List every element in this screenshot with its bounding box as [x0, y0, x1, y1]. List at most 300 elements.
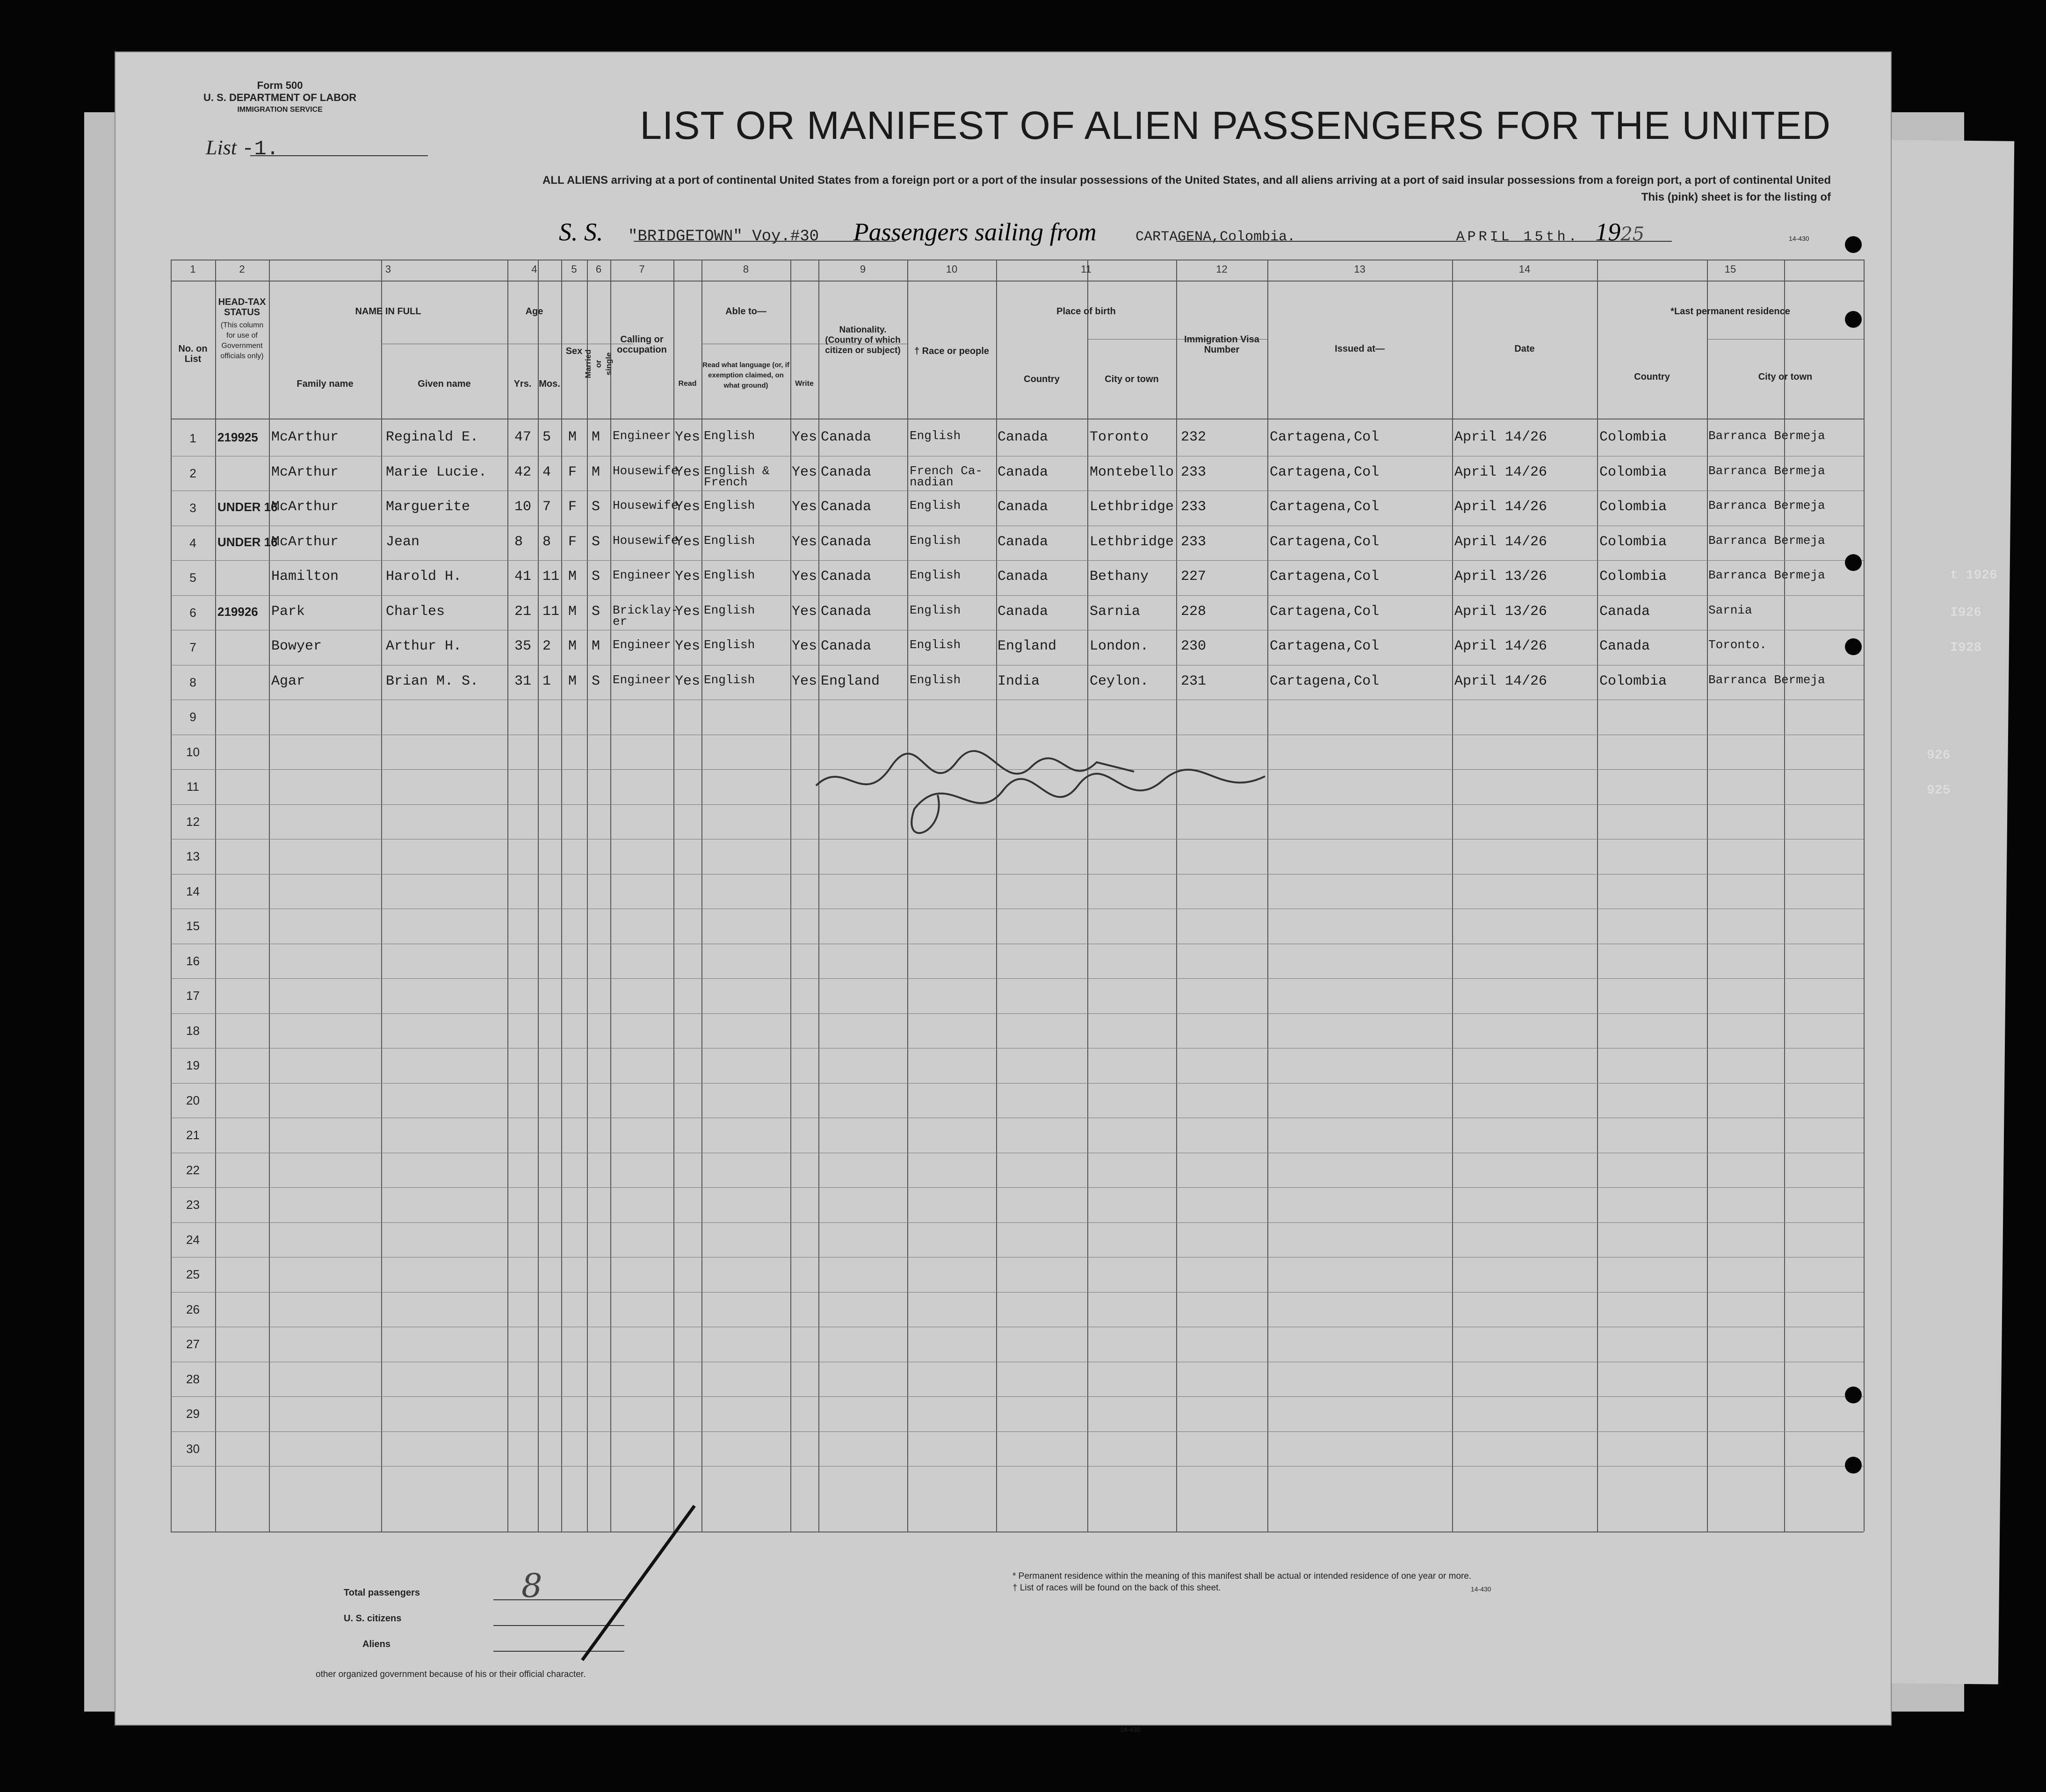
issued-at-cell: Cartagena,Col	[1270, 429, 1380, 445]
residence-country-cell: Canada	[1599, 638, 1650, 654]
header-residence-country: Country	[1634, 372, 1670, 382]
read-language-cell: English & French	[704, 463, 770, 489]
officer-signature	[807, 730, 1415, 889]
occupation-cell: Engineer	[613, 429, 671, 443]
race-cell: English	[910, 429, 961, 443]
grid-line	[1087, 260, 1088, 1532]
punch-hole	[1845, 311, 1862, 328]
age-years-cell: 8	[514, 534, 523, 550]
row-number: 3	[189, 501, 196, 515]
sailing-label: Passengers sailing from	[853, 218, 1097, 246]
nationality-cell: Canada	[821, 638, 872, 654]
footnote-residence: * Permanent residence within the meaning of this manifest shall be actual or intended residence of one year or more.	[1012, 1571, 1472, 1581]
birth-city-cell: Lethbridge	[1090, 534, 1174, 550]
column-number: 6	[595, 263, 602, 275]
family-name-cell: McArthur	[271, 464, 339, 480]
row-number: 13	[186, 849, 200, 863]
can-read-cell: Yes	[675, 673, 701, 689]
age-years-cell: 42	[514, 464, 532, 480]
read-language-cell: English	[704, 533, 755, 548]
can-read-cell: Yes	[675, 638, 701, 654]
row-number: 22	[186, 1163, 200, 1177]
race-cell: English	[910, 672, 961, 687]
residence-city-cell: Toronto.	[1708, 638, 1767, 652]
grid-line	[907, 260, 908, 1532]
header-place-of-birth: Place of birth	[1056, 306, 1116, 317]
list-label: List -1.	[206, 136, 279, 161]
residence-country-cell: Colombia	[1599, 464, 1667, 480]
row-number: 26	[186, 1302, 200, 1316]
race-cell: English	[910, 638, 961, 652]
sex-cell: M	[568, 603, 577, 620]
issue-date-cell: April 14/26	[1454, 464, 1547, 480]
issued-at-cell: Cartagena,Col	[1270, 534, 1380, 550]
row-line	[171, 1222, 1864, 1223]
row-line	[171, 1396, 1864, 1397]
given-name-cell: Charles	[386, 603, 445, 620]
header-calling: Calling or occupation	[617, 334, 667, 355]
can-read-cell: Yes	[675, 429, 701, 445]
grid-line	[1864, 260, 1865, 1532]
read-language-cell: English	[704, 499, 755, 513]
visa-number-cell: 233	[1181, 499, 1207, 515]
grid-line	[1176, 260, 1177, 1532]
date-underline	[1494, 241, 1672, 242]
grid-line	[610, 260, 611, 1532]
issue-date-cell: April 14/26	[1454, 534, 1547, 550]
row-number: 25	[186, 1267, 200, 1281]
marital-status-cell: S	[592, 673, 600, 689]
race-cell: English	[910, 603, 961, 617]
row-number: 5	[189, 571, 196, 585]
instructions-line-2: This (pink) sheet is for the listing of	[1641, 191, 1831, 203]
page-title: LIST OR MANIFEST OF ALIEN PASSENGERS FOR THE UNITED	[640, 103, 1831, 147]
age-months-cell: 11	[542, 603, 560, 620]
marital-status-cell: M	[592, 429, 600, 445]
birth-city-cell: Ceylon.	[1090, 673, 1149, 689]
row-number: 11	[187, 780, 199, 794]
race-cell: English	[910, 568, 961, 582]
header-head-tax-note: (This column for use of Government officials only)	[220, 321, 264, 360]
family-name-cell: McArthur	[271, 534, 339, 550]
row-line	[171, 1466, 1864, 1467]
birth-country-cell: Canada	[998, 429, 1048, 445]
punch-hole	[1845, 554, 1862, 571]
issued-at-cell: Cartagena,Col	[1270, 499, 1380, 515]
row-number: 27	[186, 1337, 200, 1351]
can-read-cell: Yes	[675, 534, 701, 550]
age-months-cell: 2	[542, 638, 551, 654]
header-nationality: Nationality. (Country of which citizen or subject)	[825, 325, 901, 355]
grid-line	[215, 260, 216, 1532]
given-name-cell: Harold H.	[386, 569, 462, 585]
family-name-cell: McArthur	[271, 429, 339, 445]
header-visa-number: Immigration Visa Number	[1184, 334, 1259, 355]
issue-date-cell: April 14/26	[1454, 673, 1547, 689]
age-years-cell: 41	[514, 569, 532, 585]
occupation-cell: Engineer	[613, 672, 671, 687]
given-name-cell: Brian M. S.	[386, 673, 479, 689]
grid-line	[1784, 260, 1785, 1532]
row-number: 28	[186, 1372, 200, 1386]
sex-cell: M	[568, 429, 577, 445]
row-line	[171, 1292, 1864, 1293]
service: IMMIGRATION SERVICE	[237, 106, 323, 114]
total-passengers-value: 8	[521, 1567, 542, 1605]
slash-mark	[564, 1501, 704, 1669]
head-tax-status-cell: UNDER 16	[217, 535, 278, 549]
birth-country-cell: England	[998, 638, 1057, 654]
column-number: 4	[531, 263, 537, 275]
residence-country-cell: Colombia	[1599, 499, 1667, 515]
can-write-cell: Yes	[792, 429, 817, 445]
marital-status-cell: S	[592, 569, 600, 585]
side-mark: I926	[1950, 606, 1982, 620]
birth-city-cell: Bethany	[1090, 569, 1149, 585]
residence-city-cell: Sarnia	[1708, 603, 1752, 617]
race-cell: English	[910, 533, 961, 548]
column-number: 14	[1518, 263, 1531, 275]
header-head-tax: HEAD-TAX STATUS	[218, 297, 266, 318]
read-language-cell: English	[704, 603, 755, 617]
header-age: Age	[525, 306, 543, 317]
can-write-cell: Yes	[792, 534, 817, 550]
row-number: 29	[186, 1407, 200, 1421]
row-number: 7	[189, 640, 196, 654]
nationality-cell: Canada	[821, 429, 872, 445]
age-months-cell: 7	[542, 499, 551, 515]
race-cell: French Ca-nadian	[910, 463, 983, 489]
grid-line	[701, 260, 702, 1532]
issue-date-cell: April 14/26	[1454, 499, 1547, 515]
footnote-races: † List of races will be found on the back of this sheet.	[1012, 1583, 1221, 1593]
total-passengers-label: Total passengers	[344, 1588, 420, 1598]
visa-number-cell: 228	[1181, 603, 1207, 620]
column-number: 2	[239, 263, 245, 275]
header-birth-country: Country	[1024, 374, 1060, 384]
port-underline	[1176, 241, 1466, 242]
nationality-cell: Canada	[821, 534, 872, 550]
residence-country-cell: Canada	[1599, 603, 1650, 620]
row-number: 4	[189, 535, 196, 550]
issued-at-cell: Cartagena,Col	[1270, 603, 1380, 620]
row-number: 16	[186, 954, 200, 968]
occupation-cell: Housewife	[613, 499, 679, 513]
residence-country-cell: Colombia	[1599, 673, 1667, 689]
grid-line	[507, 260, 508, 1532]
header-sex: Sex	[565, 346, 583, 356]
read-language-cell: English	[704, 568, 755, 582]
voyage-line	[559, 217, 1644, 246]
header-date: Date	[1514, 344, 1535, 354]
header-issued-at: Issued at—	[1335, 344, 1385, 354]
sex-cell: F	[568, 499, 577, 515]
row-number: 2	[189, 466, 196, 480]
occupation-cell: Engineer	[613, 568, 671, 582]
visa-number-cell: 227	[1181, 569, 1207, 585]
grid-line	[381, 260, 382, 1532]
residence-country-cell: Colombia	[1599, 569, 1667, 585]
ship-name: "BRIDGETOWN" Voy.#30	[628, 228, 819, 246]
nationality-cell: Canada	[821, 569, 872, 585]
given-name-cell: Jean	[386, 534, 420, 550]
ship-underline	[634, 241, 896, 242]
sex-cell: F	[568, 534, 577, 550]
row-number: 19	[186, 1058, 200, 1072]
birth-country-cell: Canada	[998, 534, 1048, 550]
marital-status-cell: S	[592, 603, 600, 620]
visa-number-cell: 231	[1181, 673, 1207, 689]
sex-cell: M	[568, 673, 577, 689]
read-language-cell: English	[704, 429, 755, 443]
residence-city-cell: Barranca Bermeja	[1708, 429, 1825, 443]
read-language-cell: English	[704, 672, 755, 687]
row-number: 14	[186, 884, 200, 898]
given-name-cell: Arthur H.	[386, 638, 462, 654]
issue-date-cell: April 14/26	[1454, 429, 1547, 445]
age-years-cell: 31	[514, 673, 532, 689]
column-number: 9	[860, 263, 866, 275]
header-yrs: Yrs.	[513, 379, 532, 389]
issue-date-cell: April 13/26	[1454, 569, 1547, 585]
read-language-cell: English	[704, 638, 755, 652]
issued-at-cell: Cartagena,Col	[1270, 673, 1380, 689]
row-number: 8	[189, 675, 196, 689]
grid-line	[1707, 260, 1708, 1532]
grid-line	[790, 260, 791, 1532]
can-write-cell: Yes	[792, 569, 817, 585]
issued-at-cell: Cartagena,Col	[1270, 464, 1380, 480]
marital-status-cell: S	[592, 534, 600, 550]
row-number: 1	[189, 431, 196, 445]
row-line	[171, 1187, 1864, 1188]
form-number: Form 500	[257, 79, 303, 91]
residence-city-cell: Barranca Bermeja	[1708, 672, 1825, 687]
given-name-cell: Reginald E.	[386, 429, 479, 445]
manifest-table	[171, 260, 1864, 1532]
residence-city-cell: Barranca Bermeja	[1708, 568, 1825, 582]
header-no-on-list: No. on List	[178, 344, 208, 364]
family-name-cell: Agar	[271, 673, 305, 689]
punch-hole	[1845, 1387, 1862, 1403]
nationality-cell: Canada	[821, 499, 872, 515]
column-number: 8	[743, 263, 749, 275]
year-suffix: 25	[1620, 224, 1645, 245]
header-race: † Race or people	[914, 346, 990, 356]
age-years-cell: 47	[514, 429, 532, 445]
occupation-cell: Housewife	[613, 463, 679, 478]
row-number: 30	[186, 1441, 200, 1456]
birth-country-cell: Canada	[998, 569, 1048, 585]
residence-country-cell: Colombia	[1599, 534, 1667, 550]
can-write-cell: Yes	[792, 638, 817, 654]
grid-line	[561, 260, 562, 1532]
grid-line	[587, 260, 588, 1532]
header-read-language: Read what language (or, if exemption claimed, on what ground)	[702, 361, 789, 390]
row-line	[171, 560, 1864, 561]
family-name-cell: Park	[271, 603, 305, 620]
header-married-single: Married or single	[584, 349, 613, 378]
grid-line	[171, 281, 1864, 282]
row-number: 18	[186, 1023, 200, 1038]
birth-city-cell: Lethbridge	[1090, 499, 1174, 515]
column-number: 7	[639, 263, 645, 275]
can-read-cell: Yes	[675, 569, 701, 585]
marital-status-cell: M	[592, 638, 600, 654]
row-line	[171, 1013, 1864, 1014]
age-years-cell: 10	[514, 499, 532, 515]
row-number: 20	[186, 1093, 200, 1107]
row-number: 6	[189, 605, 196, 620]
row-number: 10	[186, 744, 200, 759]
manifest-sheet	[115, 51, 1892, 1733]
birth-city-cell: Toronto	[1090, 429, 1149, 445]
aliens-label: Aliens	[362, 1639, 391, 1649]
row-line	[171, 1431, 1864, 1432]
port: CARTAGENA,Colombia.	[1135, 229, 1296, 245]
header-birth-city: City or town	[1105, 374, 1159, 384]
row-number: 12	[186, 814, 200, 829]
nationality-cell: England	[821, 673, 880, 689]
sex-cell: M	[568, 638, 577, 654]
row-number: 21	[186, 1128, 200, 1142]
nationality-cell: Canada	[821, 603, 872, 620]
punch-hole	[1845, 638, 1862, 655]
row-line	[171, 595, 1864, 596]
column-number: 1	[190, 263, 196, 275]
grid-line	[1267, 260, 1268, 1532]
header-last-residence: *Last permanent residence	[1670, 306, 1790, 317]
footer-text: other organized government because of his or their official character.	[316, 1669, 586, 1679]
row-number: 24	[186, 1232, 200, 1247]
header-read: Read	[678, 380, 697, 388]
header-family-name: Family name	[296, 379, 354, 389]
grid-line	[673, 260, 674, 1532]
birth-city-cell: Montebello	[1090, 464, 1174, 480]
can-write-cell: Yes	[792, 603, 817, 620]
column-number: 15	[1724, 263, 1736, 275]
head-tax-status-cell: UNDER 16	[217, 500, 278, 514]
column-number: 3	[385, 263, 391, 275]
row-line	[171, 978, 1864, 979]
column-number: 5	[571, 263, 577, 275]
row-number: 23	[186, 1198, 200, 1212]
birth-country-cell: India	[998, 673, 1040, 689]
given-name-cell: Marguerite	[386, 499, 470, 515]
us-citizens-label: U. S. citizens	[344, 1613, 402, 1624]
header-write: Write	[795, 380, 814, 388]
age-months-cell: 8	[542, 534, 551, 550]
can-write-cell: Yes	[792, 464, 817, 480]
age-months-cell: 1	[542, 673, 551, 689]
family-name-cell: McArthur	[271, 499, 339, 515]
can-read-cell: Yes	[675, 603, 701, 620]
row-number: 15	[186, 919, 200, 933]
column-number: 13	[1354, 263, 1366, 275]
visa-number-cell: 233	[1181, 534, 1207, 550]
visa-number-cell: 233	[1181, 464, 1207, 480]
header-residence-city: City or town	[1758, 372, 1813, 382]
residence-city-cell: Barranca Bermeja	[1708, 533, 1825, 548]
side-mark: 925	[1927, 783, 1951, 798]
birth-country-cell: Canada	[998, 464, 1048, 480]
issue-date-cell: April 14/26	[1454, 638, 1547, 654]
occupation-cell: Engineer	[613, 638, 671, 652]
column-number: 12	[1216, 263, 1228, 275]
grid-line	[996, 260, 997, 1532]
form-code: 14-430	[1789, 235, 1809, 242]
footer-code: 14-430	[1120, 1726, 1141, 1733]
punch-hole	[1845, 1457, 1862, 1474]
column-number: 10	[946, 263, 958, 275]
can-write-cell: Yes	[792, 673, 817, 689]
issued-at-cell: Cartagena,Col	[1270, 569, 1380, 585]
can-read-cell: Yes	[675, 464, 701, 480]
visa-number-cell: 232	[1181, 429, 1207, 445]
row-number: 17	[186, 989, 200, 1003]
sex-cell: M	[568, 569, 577, 585]
header-able-to: Able to—	[725, 306, 766, 317]
birth-country-cell: Canada	[998, 603, 1048, 620]
year-prefix: 19	[1595, 218, 1621, 246]
marital-status-cell: M	[592, 464, 600, 480]
footnote-code: 14-430	[1471, 1585, 1491, 1593]
nationality-cell: Canada	[821, 464, 872, 480]
instructions-line-1: ALL ALIENS arriving at a port of continental United States from a foreign port or a port of the insular possessions of the United States, and all aliens arriving at a port of said insular possessions from a foreign port, a port of continental United	[542, 174, 1831, 187]
sailing-date: APRIL 15th.	[1456, 229, 1580, 245]
residence-city-cell: Barranca Bermeja	[1708, 499, 1825, 513]
visa-number-cell: 230	[1181, 638, 1207, 654]
family-name-cell: Bowyer	[271, 638, 322, 654]
issued-at-cell: Cartagena,Col	[1270, 638, 1380, 654]
age-years-cell: 21	[514, 603, 532, 620]
row-number: 9	[189, 710, 196, 724]
list-underline	[250, 155, 428, 156]
birth-city-cell: London.	[1090, 638, 1149, 654]
row-line	[171, 1083, 1864, 1084]
head-tax-status-cell: 219925	[217, 430, 258, 444]
family-name-cell: Hamilton	[271, 569, 339, 585]
form-header	[203, 79, 356, 116]
given-name-cell: Marie Lucie.	[386, 464, 487, 480]
column-number: 11	[1081, 263, 1092, 275]
grid-line	[1707, 339, 1864, 340]
header-mos: Mos.	[539, 379, 560, 389]
header-given-name: Given name	[418, 379, 471, 389]
grid-line	[818, 260, 819, 1532]
race-cell: English	[910, 499, 961, 513]
occupation-cell: Bricklay-er	[613, 603, 679, 629]
ss-label: S. S.	[559, 218, 603, 246]
can-read-cell: Yes	[675, 499, 701, 515]
grid-line	[269, 260, 270, 1532]
age-years-cell: 35	[514, 638, 532, 654]
residence-city-cell: Barranca Bermeja	[1708, 463, 1825, 478]
header-name-in-full: NAME IN FULL	[355, 306, 421, 317]
side-mark: t 1926	[1950, 568, 1997, 583]
side-mark: I928	[1950, 641, 1982, 655]
punch-hole	[1845, 236, 1862, 253]
grid-line	[538, 260, 539, 1532]
age-months-cell: 11	[542, 569, 560, 585]
head-tax-status-cell: 219926	[217, 604, 258, 619]
department: U. S. DEPARTMENT OF LABOR	[203, 92, 357, 103]
birth-country-cell: Canada	[998, 499, 1048, 515]
occupation-cell: Housewife	[613, 533, 679, 548]
marital-status-cell: S	[592, 499, 600, 515]
age-months-cell: 4	[542, 464, 551, 480]
side-mark: 926	[1927, 748, 1951, 763]
